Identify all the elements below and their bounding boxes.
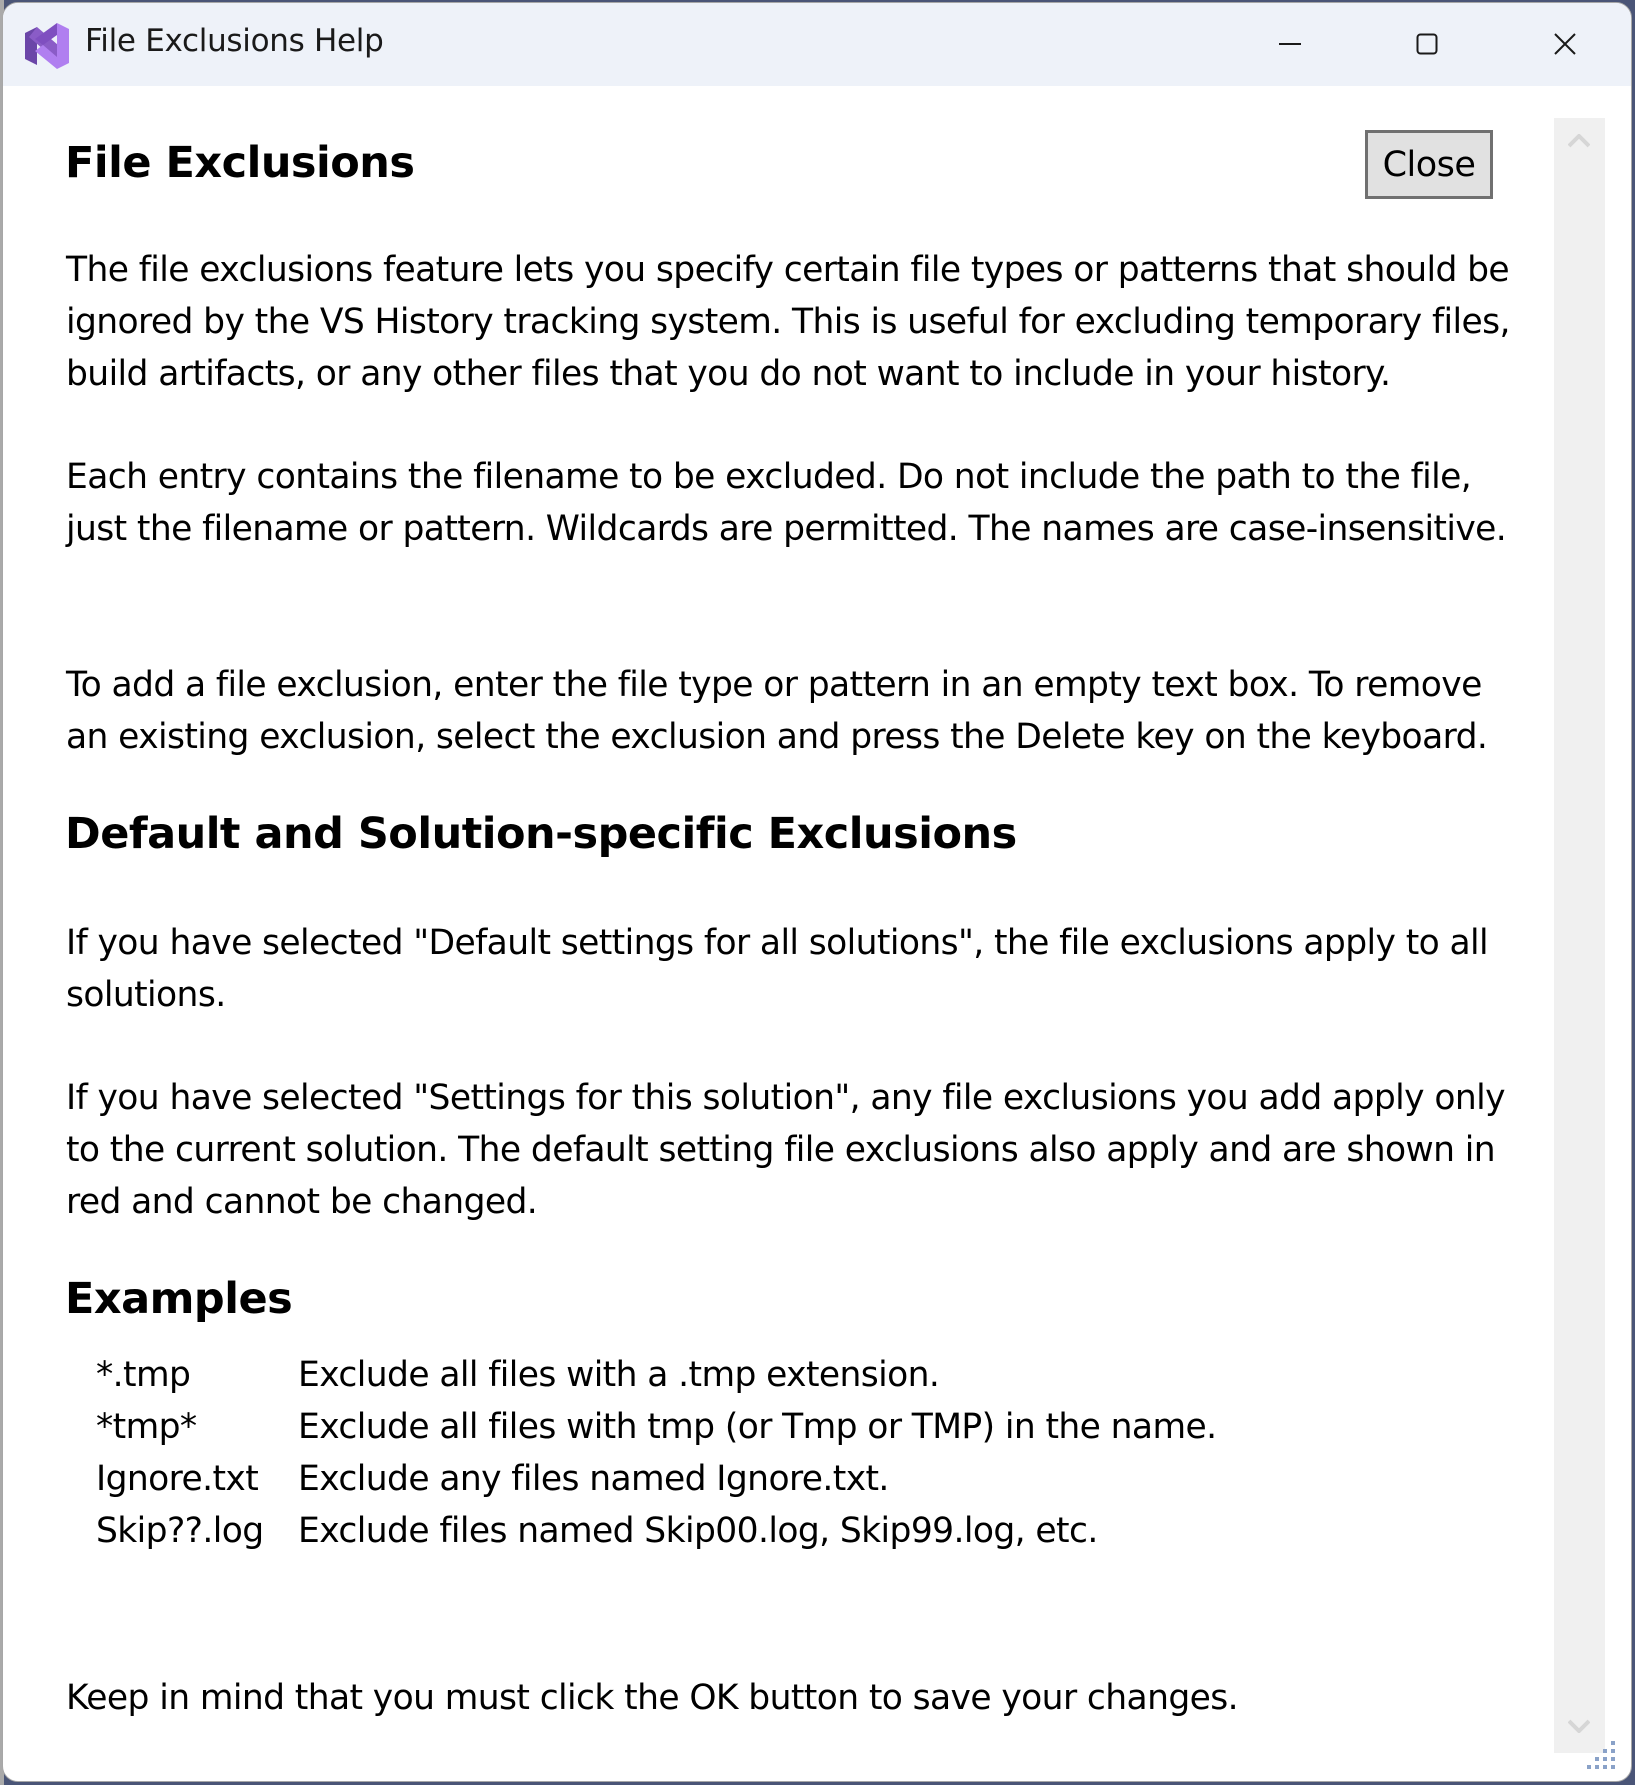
paragraph-solution-settings: If you have selected "Settings for this solution", any file exclusions you add apply only to the current solution. The default setting file exclusions also apply and are shown in red and cannot be changed. (66, 1078, 1505, 1222)
resize-grip[interactable] (1583, 1739, 1617, 1773)
window-close-button[interactable] (1535, 19, 1595, 69)
paragraph-entry-format: Each entry contains the filename to be excluded. Do not include the path to the file, just the filename or pattern. Wildcards are permitted. The names are case-insensitive. (66, 457, 1507, 549)
paragraph-save-reminder: Keep in mind that you must click the OK button to save your changes. (66, 1678, 1239, 1718)
example-pattern: *.tmp (96, 1355, 191, 1395)
example-row (96, 1505, 1216, 1557)
example-row (96, 1401, 1216, 1453)
example-description: Exclude all files with a .tmp extension. (298, 1355, 940, 1395)
example-description: Exclude any files named Ignore.txt. (298, 1459, 889, 1499)
paragraph-intro: The file exclusions feature lets you specify certain file types or patterns that should be ignored by the VS History tracking system. This is useful for excluding temporary files, build artifacts, or any other files that you do not want to include in your history. (66, 250, 1510, 394)
close-button[interactable]: Close (1365, 130, 1493, 199)
help-content (3, 86, 1551, 1781)
example-pattern: Skip??.log (96, 1511, 264, 1551)
heading-examples: Examples (65, 1274, 293, 1324)
resize-grip-icon (1583, 1739, 1617, 1773)
paragraph-add-remove: To add a file exclusion, enter the file type or pattern in an empty text box. To remove an existing exclusion, select the exclusion and press the Delete key on the keyboard. (66, 665, 1488, 757)
minimize-icon (1279, 42, 1301, 46)
vertical-scrollbar[interactable] (1554, 118, 1605, 1753)
example-row (96, 1349, 1216, 1401)
example-pattern: *tmp* (96, 1407, 197, 1447)
example-row (96, 1453, 1216, 1505)
maximize-icon (1416, 33, 1438, 55)
help-window (2, 2, 1632, 1782)
close-icon (1554, 33, 1576, 55)
example-description: Exclude files named Skip00.log, Skip99.log, etc. (298, 1511, 1098, 1551)
scroll-up-button[interactable] (1554, 118, 1605, 168)
heading-default-solution: Default and Solution-specific Exclusions (65, 809, 1017, 859)
heading-file-exclusions: File Exclusions (65, 138, 415, 188)
paragraph-default-settings: If you have selected "Default settings for all solutions", the file exclusions apply to all solutions. (66, 923, 1489, 1015)
example-description: Exclude all files with tmp (or Tmp or TMP) in the name. (298, 1407, 1217, 1447)
visual-studio-icon (21, 21, 73, 71)
chevron-down-icon (1568, 1719, 1590, 1733)
maximize-button[interactable] (1397, 19, 1457, 69)
title-bar[interactable] (3, 3, 1631, 86)
examples-table (96, 1349, 1216, 1557)
window-title: File Exclusions Help (85, 23, 384, 59)
minimize-button[interactable] (1260, 19, 1320, 69)
chevron-up-icon (1568, 134, 1590, 148)
example-pattern: Ignore.txt (96, 1459, 259, 1499)
